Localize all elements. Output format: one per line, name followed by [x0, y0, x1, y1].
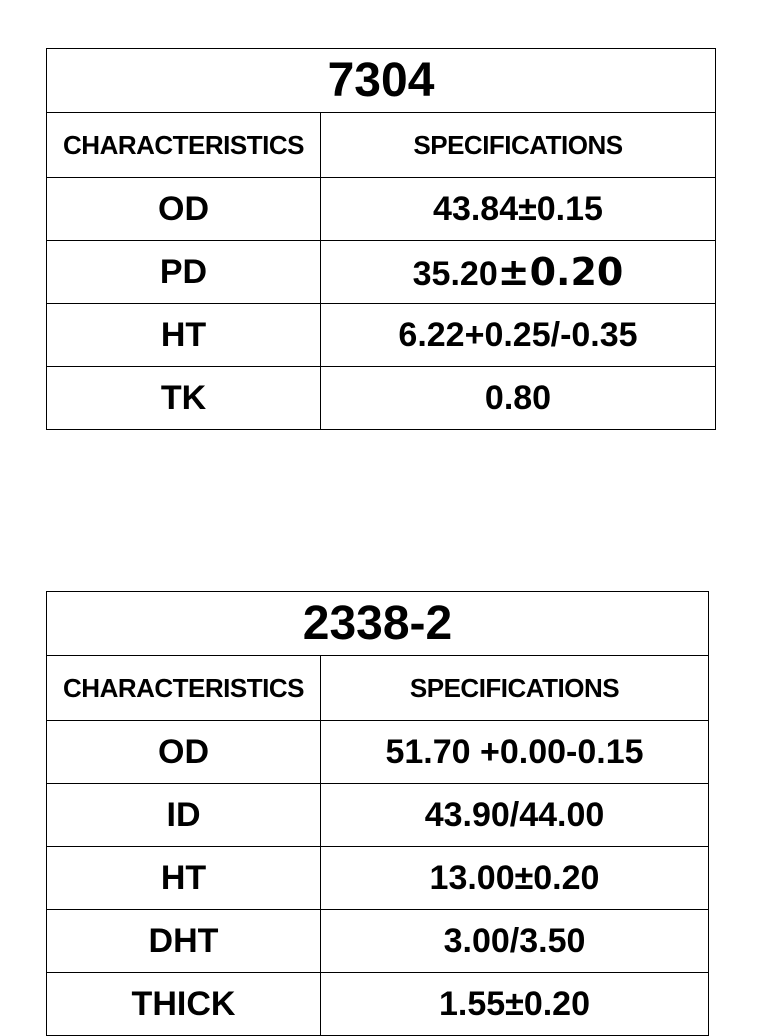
table-row: [47, 973, 709, 1036]
column-header-characteristics: CHARACTERISTICS: [47, 656, 321, 721]
table-row: [47, 847, 709, 910]
table-title: 2338-2: [47, 592, 709, 656]
specification-cell: 3.00/3.50: [321, 910, 709, 973]
table-row: [47, 721, 709, 784]
specification-cell: 0.80: [321, 367, 716, 430]
specification-cell: 43.90/44.00: [321, 784, 709, 847]
characteristic-cell: HT: [47, 847, 321, 910]
specification-cell: 13.00±0.20: [321, 847, 709, 910]
column-header-specifications: SPECIFICATIONS: [321, 656, 709, 721]
specification-cell: 43.84±0.15: [321, 178, 716, 241]
characteristic-cell: OD: [47, 721, 321, 784]
table-row: [47, 784, 709, 847]
characteristic-cell: ID: [47, 784, 321, 847]
table-row: [47, 178, 716, 241]
specification-cell: [321, 241, 716, 304]
table-row: [47, 241, 716, 304]
table-row: [47, 304, 716, 367]
specification-cell: 6.22+0.25/-0.35: [321, 304, 716, 367]
specification-cell: 1.55±0.20: [321, 973, 709, 1036]
spec-table-2338-2: [46, 591, 709, 1036]
characteristic-cell: DHT: [47, 910, 321, 973]
specification-tolerance: ±0.20: [497, 250, 624, 294]
table-row: [47, 367, 716, 430]
column-header-characteristics: CHARACTERISTICS: [47, 113, 321, 178]
characteristic-cell: TK: [47, 367, 321, 430]
table-row: [47, 910, 709, 973]
table-title: 7304: [47, 49, 716, 113]
specification-value: 35.20: [412, 255, 498, 293]
specification-cell: 51.70 +0.00-0.15: [321, 721, 709, 784]
characteristic-cell: HT: [47, 304, 321, 367]
characteristic-cell: OD: [47, 178, 321, 241]
spec-table-7304: [46, 48, 716, 430]
characteristic-cell: THICK: [47, 973, 321, 1036]
characteristic-cell: PD: [47, 241, 321, 304]
column-header-specifications: SPECIFICATIONS: [321, 113, 716, 178]
